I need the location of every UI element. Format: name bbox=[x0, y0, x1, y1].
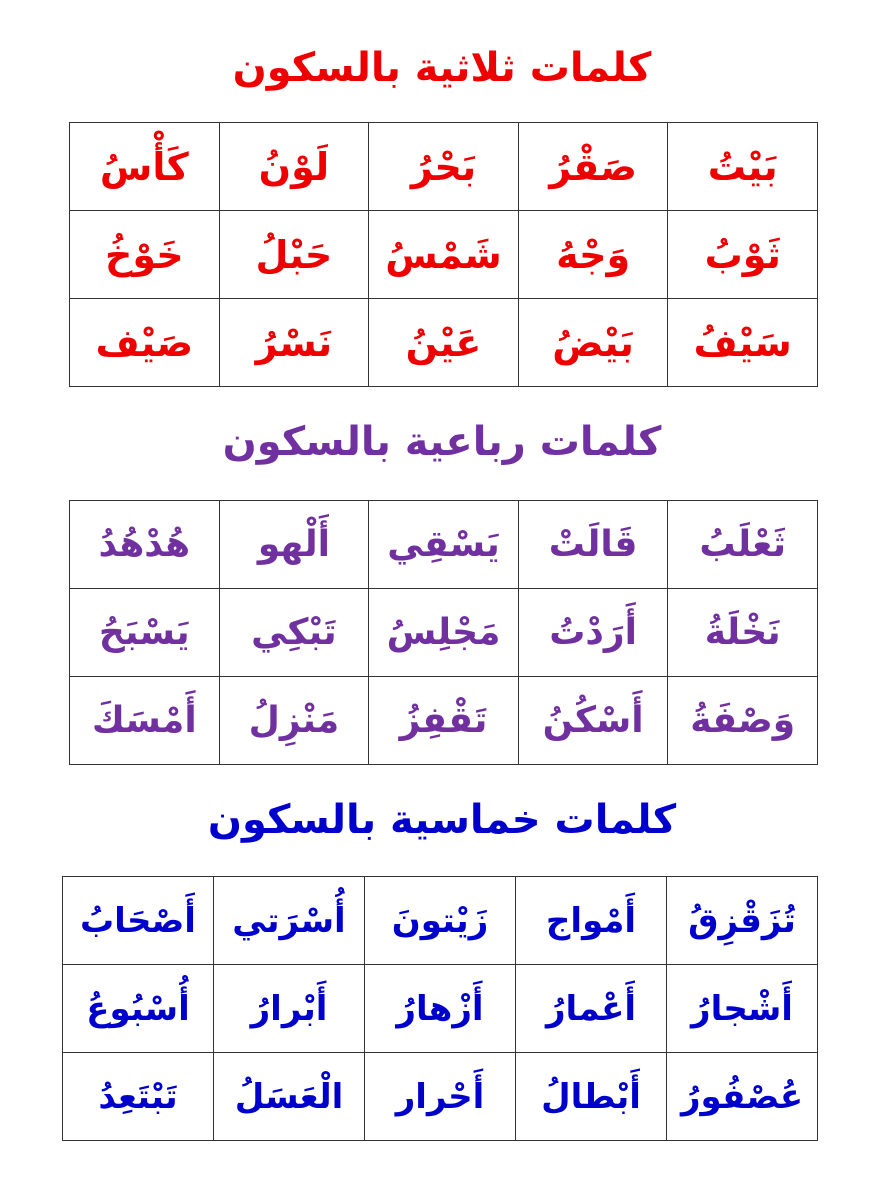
word-cell: نَخْلَةُ bbox=[668, 589, 818, 677]
word-cell: تَقْفِزُ bbox=[369, 677, 519, 765]
word-cell: أُسْبُوعُ bbox=[63, 965, 214, 1053]
word-cell: وَجْهُ bbox=[518, 211, 668, 299]
word-cell: قَالَتْ bbox=[518, 501, 668, 589]
word-cell: ثَعْلَبُ bbox=[668, 501, 818, 589]
word-cell: صَيْف bbox=[70, 299, 220, 387]
word-cell: عَيْنُ bbox=[369, 299, 519, 387]
word-cell: بَيْضُ bbox=[518, 299, 668, 387]
word-cell: الْعَسَلُ bbox=[214, 1053, 365, 1141]
word-cell: لَوْنُ bbox=[219, 123, 369, 211]
word-cell: أَعْمارُ bbox=[516, 965, 667, 1053]
word-cell: ثَوْبُ bbox=[668, 211, 818, 299]
word-cell: خَوْخُ bbox=[70, 211, 220, 299]
word-cell: أَلْهو bbox=[219, 501, 369, 589]
word-cell: أَبْرارُ bbox=[214, 965, 365, 1053]
table-row bbox=[70, 501, 818, 589]
word-cell: عُصْفُورُ bbox=[667, 1053, 818, 1141]
word-cell: صَقْرُ bbox=[518, 123, 668, 211]
word-cell: وَصْفَةُ bbox=[668, 677, 818, 765]
word-cell: تَبْتَعِدُ bbox=[63, 1053, 214, 1141]
table-row bbox=[70, 299, 818, 387]
word-cell: نَسْرُ bbox=[219, 299, 369, 387]
word-cell: شَمْسُ bbox=[369, 211, 519, 299]
word-cell: مَجْلِسُ bbox=[369, 589, 519, 677]
word-cell: أَسْكُنُ bbox=[518, 677, 668, 765]
table-row bbox=[63, 877, 818, 965]
section-title-four-letter: كلمات رباعية بالسكون bbox=[222, 419, 662, 465]
word-cell: أَمْواج bbox=[516, 877, 667, 965]
five-letter-words-table bbox=[62, 876, 818, 1141]
word-cell: زَيْتونَ bbox=[365, 877, 516, 965]
three-letter-words-table bbox=[69, 122, 818, 387]
four-letter-words-table bbox=[69, 500, 818, 765]
word-cell: أَرَدْتُ bbox=[518, 589, 668, 677]
table-row bbox=[63, 1053, 818, 1141]
word-cell: بَيْتُ bbox=[668, 123, 818, 211]
word-cell: سَيْفُ bbox=[668, 299, 818, 387]
section-title-three-letter: كلمات ثلاثية بالسكون bbox=[232, 45, 652, 91]
word-cell: أَمْسَكَ bbox=[70, 677, 220, 765]
word-cell: يَسْقِي bbox=[369, 501, 519, 589]
word-cell: كَأْسُ bbox=[70, 123, 220, 211]
section-title-five-letter: كلمات خماسية بالسكون bbox=[207, 797, 677, 843]
word-cell: مَنْزِلُ bbox=[219, 677, 369, 765]
word-cell: بَحْرُ bbox=[369, 123, 519, 211]
table-row bbox=[70, 211, 818, 299]
table-row bbox=[70, 123, 818, 211]
word-cell: أُسْرَتي bbox=[214, 877, 365, 965]
table-row bbox=[70, 589, 818, 677]
word-cell: أَحْرار bbox=[365, 1053, 516, 1141]
word-cell: تَبْكِي bbox=[219, 589, 369, 677]
word-cell: تُزَقْزِقُ bbox=[667, 877, 818, 965]
word-cell: أَبْطالُ bbox=[516, 1053, 667, 1141]
table-row bbox=[70, 677, 818, 765]
table-row bbox=[63, 965, 818, 1053]
word-cell: يَسْبَحُ bbox=[70, 589, 220, 677]
word-cell: أَصْحَابُ bbox=[63, 877, 214, 965]
word-cell: أَشْجارُ bbox=[667, 965, 818, 1053]
word-cell: حَبْلُ bbox=[219, 211, 369, 299]
word-cell: أَزْهارُ bbox=[365, 965, 516, 1053]
word-cell: هُدْهُدُ bbox=[70, 501, 220, 589]
